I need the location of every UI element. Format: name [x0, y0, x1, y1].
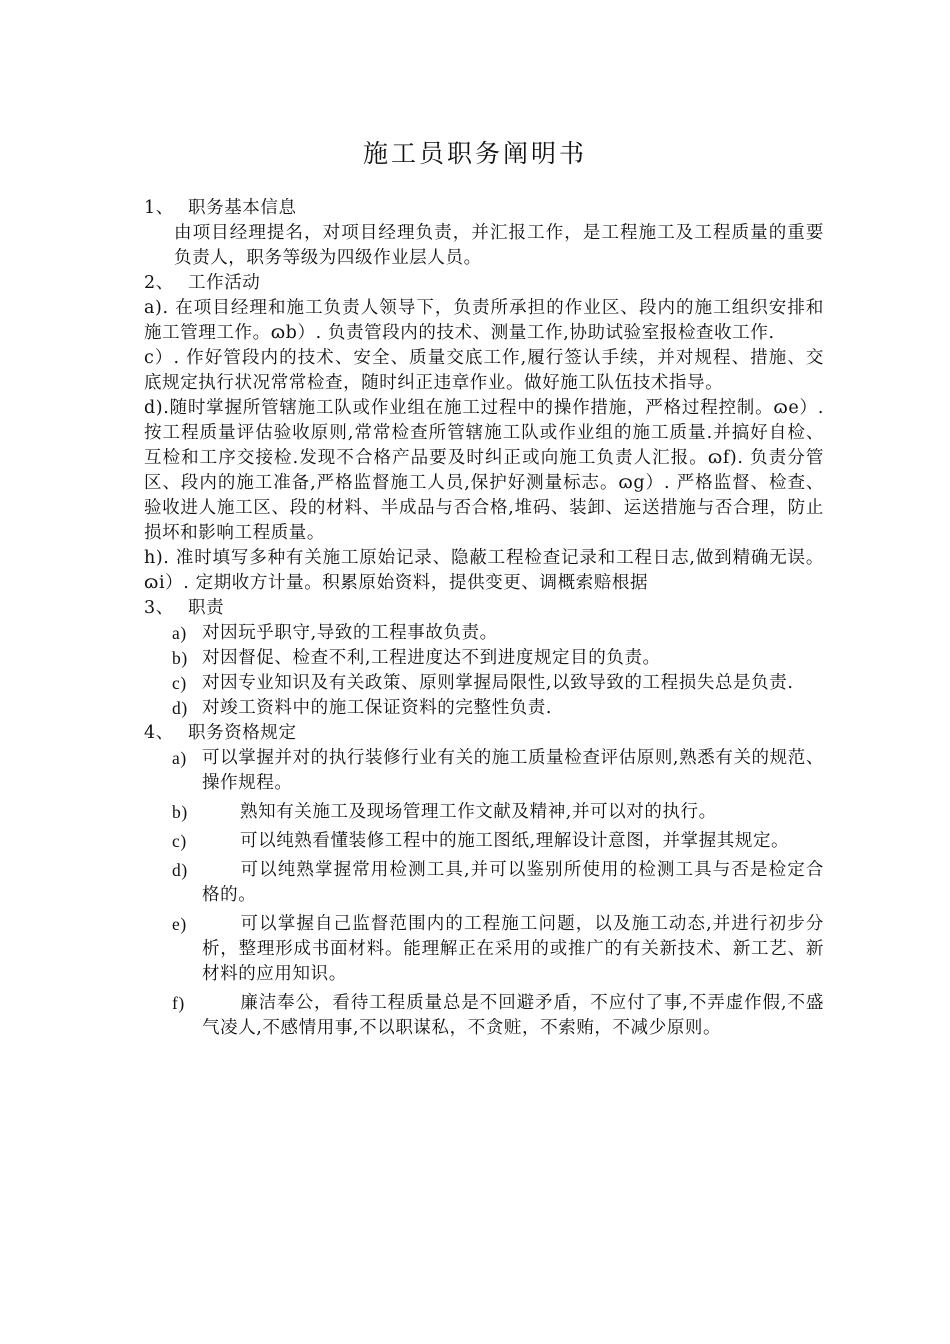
item-label: b) — [172, 802, 188, 822]
qualification-item — [172, 829, 824, 854]
section-title: 职责 — [188, 598, 225, 618]
work-activity-paragraph: c）. 作好管段内的技术、安全、质量交底工作,履行签认手续，并对规程、措施、交底规定执行状况常常检查，随时纠正违章作业。做好施工队伍技术指导。 — [144, 348, 824, 393]
item-label: f) — [172, 993, 185, 1013]
item-label: a) — [172, 748, 187, 768]
responsibility-item — [172, 671, 824, 696]
item-text: 可以掌握自己监督范围内的工程施工问题，以及施工动态,并进行初步分析，整理形成书面材料。能理解正在采用的或推广的有关新技术、新工艺、新材料的应用知识。 — [202, 914, 824, 984]
responsibility-item — [172, 646, 824, 671]
section-title: 职务基本信息 — [188, 198, 297, 218]
section-3-heading — [144, 596, 824, 621]
work-activity-paragraph: a). 在项目经理和施工负责人领导下，负责所承担的作业区、段内的施工组织安排和施工管理工作。ɷb）. 负责管段内的技术、测量工作,协助试验室报检查收工作. — [144, 298, 824, 343]
qualification-item — [172, 800, 824, 825]
section-2-heading — [144, 271, 824, 296]
item-label: c) — [172, 831, 187, 851]
section-title: 职务资格规定 — [188, 723, 297, 743]
work-activity-paragraph: d).随时掌握所管辖施工队或作业组在施工过程中的操作措施，严格过程控制。ɷe）. 按工程质量评估验收原则,常常检查所管辖施工队或作业组的施工质量.并搞好自检、互检和工序交接检.发现不合格产品要及时纠正或向施工负责人汇报。ɷf). 负责分管区、段内的施工准备,严格监督施工人员,保护好测量标志。ɷg）. 严格监督、检查、验收进人施工区、段的材料、半成品与否合格,堆码、装卸、运送措施与否合理，防止损坏和影响工程质量。 — [144, 398, 824, 543]
responsibility-item — [172, 696, 824, 721]
item-label: c) — [172, 673, 187, 693]
section-number: 1、 — [144, 198, 174, 218]
item-text: 对因专业知识及有关政策、原则掌握局限性,以致导致的工程损失总是负责. — [202, 673, 794, 693]
section-4-heading — [144, 721, 824, 746]
section-1-heading — [144, 196, 824, 221]
item-label: b) — [172, 648, 188, 668]
qualification-item — [172, 991, 824, 1041]
item-text: 对因督促、检查不利,工程进度达不到进度规定目的负责。 — [202, 648, 661, 668]
item-text: 可以纯熟看懂装修工程中的施工图纸,理解设计意图，并掌握其规定。 — [240, 831, 790, 851]
item-text: 对因玩乎职守,导致的工程事故负责。 — [202, 623, 498, 643]
item-label: a) — [172, 623, 187, 643]
qualification-item — [172, 746, 824, 796]
document-title: 施工员职务阐明书 — [362, 139, 587, 168]
item-label: e) — [172, 914, 187, 934]
document-body — [144, 196, 824, 1045]
item-text: 廉洁奉公，看待工程质量总是不回避矛盾，不应付了事,不弄虚作假,不盛气凌人,不感情用事,不以职谋私，不贪赃，不索贿，不减少原则。 — [202, 993, 824, 1038]
section-number: 4、 — [144, 723, 174, 743]
responsibility-item — [172, 621, 824, 646]
work-activity-paragraph: h). 准时填写多种有关施工原始记录、隐蔽工程检查记录和工程日志,做到精确无误。ɷi）. 定期收方计量。积累原始资料，提供变更、调概索赔根据 — [144, 548, 824, 593]
item-text: 可以纯熟掌握常用检测工具,并可以鉴别所使用的检测工具与否是检定合格的。 — [202, 860, 824, 905]
item-text: 对竣工资料中的施工保证资料的完整性负责. — [202, 698, 553, 718]
qualification-item — [172, 858, 824, 908]
qualification-item — [172, 912, 824, 987]
item-text: 可以掌握并对的执行装修行业有关的施工质量检查评估原则,熟悉有关的规范、操作规程。 — [202, 748, 824, 793]
section-1-text: 由项目经理提名，对项目经理负责，并汇报工作，是工程施工及工程质量的重要负责人，职务等级为四级作业层人员。 — [174, 223, 824, 268]
section-number: 2、 — [144, 273, 174, 293]
item-label: d) — [172, 860, 188, 880]
item-text: 熟知有关施工及现场管理工作文献及精神,并可以对的执行。 — [240, 802, 717, 822]
item-label: d) — [172, 698, 188, 718]
section-title: 工作活动 — [188, 273, 261, 293]
section-number: 3、 — [144, 598, 174, 618]
